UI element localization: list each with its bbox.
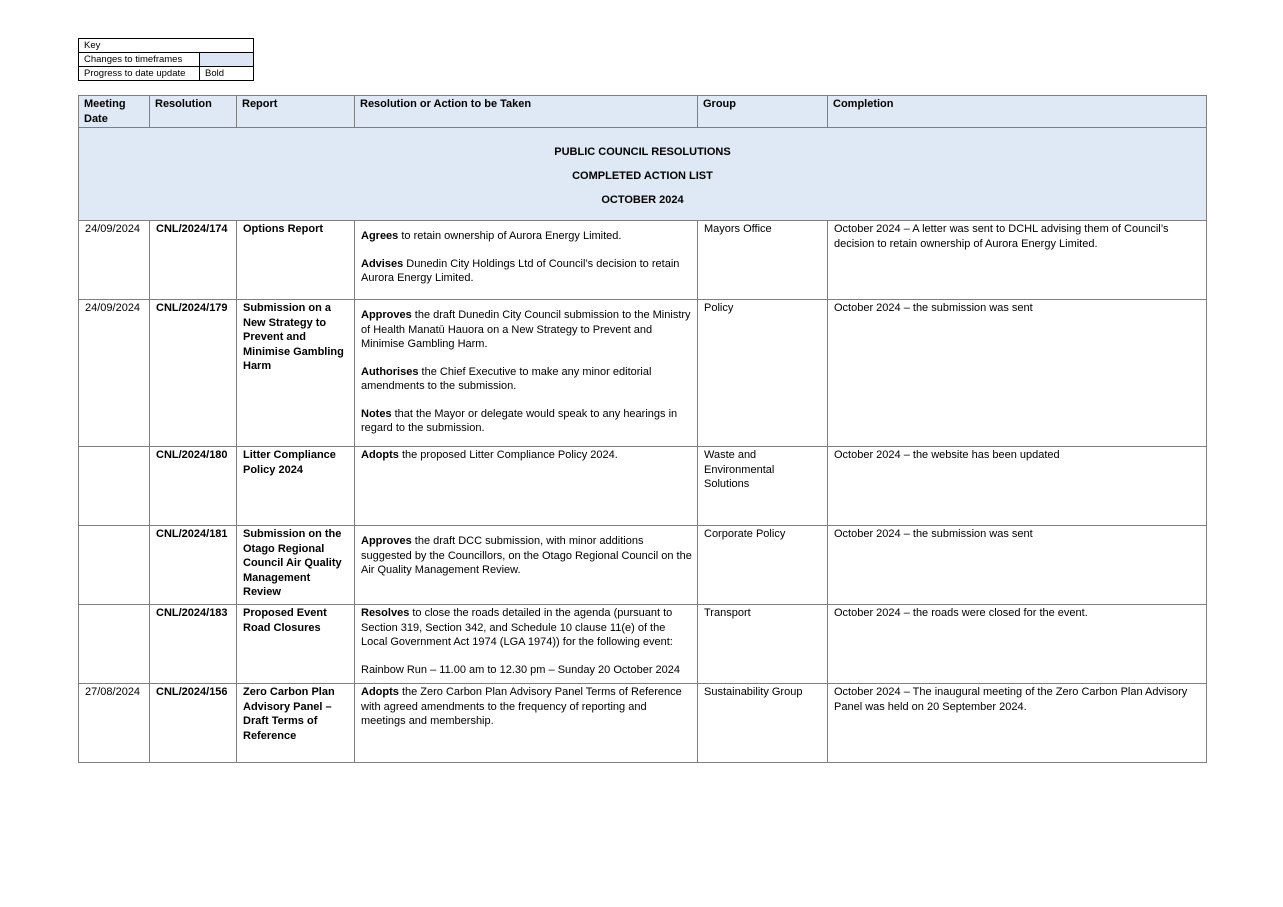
- action-paragraph: [361, 663, 692, 678]
- action-text: to close the roads detailed in the agenda (pursuant to Section 319, Section 342, and Schedule 10 clause 11(e) of the Local Government Act 1974 (LGA 1974)) for the following event:: [361, 607, 673, 648]
- action-cell: [355, 221, 698, 300]
- action-verb: Approves: [361, 309, 412, 321]
- action-cell: [355, 526, 698, 605]
- report-cell: Litter Compliance Policy 2024: [237, 447, 355, 526]
- resolution-cell: CNL/2024/179: [150, 300, 237, 447]
- action-text: to retain ownership of Aurora Energy Limited.: [398, 230, 622, 242]
- group-cell: Mayors Office: [698, 221, 828, 300]
- group-cell: Policy: [698, 300, 828, 447]
- table-row: [79, 447, 1207, 526]
- header-row: [79, 96, 1207, 128]
- group-cell: Sustainability Group: [698, 684, 828, 763]
- action-text: the draft Dunedin City Council submission to the Ministry of Health Manatū Hauora on a New Strategy to Prevent and Minimise Gambling Harm.: [361, 309, 691, 350]
- group-cell: Corporate Policy: [698, 526, 828, 605]
- action-paragraph: [361, 448, 692, 463]
- report-cell: Proposed Event Road Closures: [237, 605, 355, 684]
- action-verb: Advises: [361, 257, 404, 270]
- banner-title: PUBLIC COUNCIL RESOLUTIONS: [554, 146, 731, 158]
- header-meeting-date: Meeting Date: [79, 96, 150, 128]
- table-row: [79, 221, 1207, 300]
- action-text: Dunedin City Holdings Ltd of Council’s decision to retain Aurora Energy Limited.: [361, 257, 680, 284]
- action-text: the Zero Carbon Plan Advisory Panel Terms of Reference with agreed amendments to the frequency of reporting and meetings and membership.: [361, 686, 682, 727]
- action-cell: [355, 684, 698, 763]
- action-verb: Adopts: [361, 686, 399, 698]
- key-table: [78, 38, 254, 81]
- action-paragraph: [361, 606, 692, 650]
- meeting-date-cell: 24/09/2024: [79, 300, 150, 447]
- action-paragraph: [361, 407, 692, 436]
- action-text: the proposed Litter Compliance Policy 2024.: [398, 449, 618, 461]
- meeting-date-cell: 24/09/2024: [79, 221, 150, 300]
- header-action: Resolution or Action to be Taken: [355, 96, 698, 128]
- completion-cell: October 2024 – the submission was sent: [828, 300, 1207, 447]
- key-swatch-timeframes: [200, 53, 254, 67]
- group-cell: Transport: [698, 605, 828, 684]
- action-verb: Approves: [361, 535, 412, 547]
- table-row: [79, 300, 1207, 447]
- report-cell: Submission on a New Strategy to Prevent and Minimise Gambling Harm: [237, 300, 355, 447]
- key-value-progress: Bold: [200, 67, 254, 81]
- actions-table: [78, 95, 1207, 763]
- resolution-cell: CNL/2024/174: [150, 221, 237, 300]
- action-paragraph: [361, 685, 692, 729]
- action-paragraph: [361, 257, 692, 286]
- resolution-cell: CNL/2024/156: [150, 684, 237, 763]
- action-paragraph: [361, 365, 692, 394]
- header-report: Report: [237, 96, 355, 128]
- meeting-date-cell: [79, 447, 150, 526]
- banner-subtitle: COMPLETED ACTION LIST: [572, 170, 713, 182]
- completion-cell: October 2024 – the roads were closed for the event.: [828, 605, 1207, 684]
- resolution-cell: CNL/2024/183: [150, 605, 237, 684]
- table-row: [79, 526, 1207, 605]
- action-paragraph: [361, 229, 692, 244]
- completion-cell: October 2024 – A letter was sent to DCHL advising them of Council’s decision to retain ownership of Aurora Energy Limited.: [828, 221, 1207, 300]
- table-row: [79, 605, 1207, 684]
- report-cell: Zero Carbon Plan Advisory Panel – Draft Terms of Reference: [237, 684, 355, 763]
- report-cell: Options Report: [237, 221, 355, 300]
- report-cell: Submission on the Otago Regional Council Air Quality Management Review: [237, 526, 355, 605]
- meeting-date-cell: 27/08/2024: [79, 684, 150, 763]
- key-label-progress: Progress to date update: [79, 67, 200, 81]
- action-verb: Resolves: [361, 607, 410, 619]
- group-cell: Waste and Environmental Solutions: [698, 447, 828, 526]
- meeting-date-cell: [79, 605, 150, 684]
- resolution-cell: CNL/2024/180: [150, 447, 237, 526]
- action-text: that the Mayor or delegate would speak to any hearings in regard to the submission.: [361, 407, 678, 434]
- key-title: Key: [79, 39, 254, 53]
- header-resolution: Resolution: [150, 96, 237, 128]
- title-banner: [79, 128, 1207, 221]
- action-cell: [355, 300, 698, 447]
- action-text: Rainbow Run – 11.00 am to 12.30 pm – Sunday 20 October 2024: [361, 663, 681, 676]
- action-text: the Chief Executive to make any minor editorial amendments to the submission.: [361, 365, 652, 392]
- key-label-timeframes: Changes to timeframes: [79, 53, 200, 67]
- meeting-date-cell: [79, 526, 150, 605]
- completion-cell: October 2024 – The inaugural meeting of the Zero Carbon Plan Advisory Panel was held on 20 September 2024.: [828, 684, 1207, 763]
- action-verb: Agrees: [361, 230, 399, 242]
- header-completion: Completion: [828, 96, 1207, 128]
- action-verb: Adopts: [361, 449, 399, 461]
- action-cell: [355, 447, 698, 526]
- banner-period: OCTOBER 2024: [601, 194, 684, 206]
- completion-cell: October 2024 – the submission was sent: [828, 526, 1207, 605]
- action-paragraph: [361, 308, 692, 352]
- action-text: the draft DCC submission, with minor additions suggested by the Councillors, on the Otago Regional Council on the Air Quality Management Review.: [361, 535, 692, 576]
- action-verb: Notes: [361, 407, 392, 420]
- completion-cell: October 2024 – the website has been updated: [828, 447, 1207, 526]
- resolution-cell: CNL/2024/181: [150, 526, 237, 605]
- action-verb: Authorises: [361, 365, 419, 378]
- header-group: Group: [698, 96, 828, 128]
- action-cell: [355, 605, 698, 684]
- action-paragraph: [361, 534, 692, 578]
- table-row: [79, 684, 1207, 763]
